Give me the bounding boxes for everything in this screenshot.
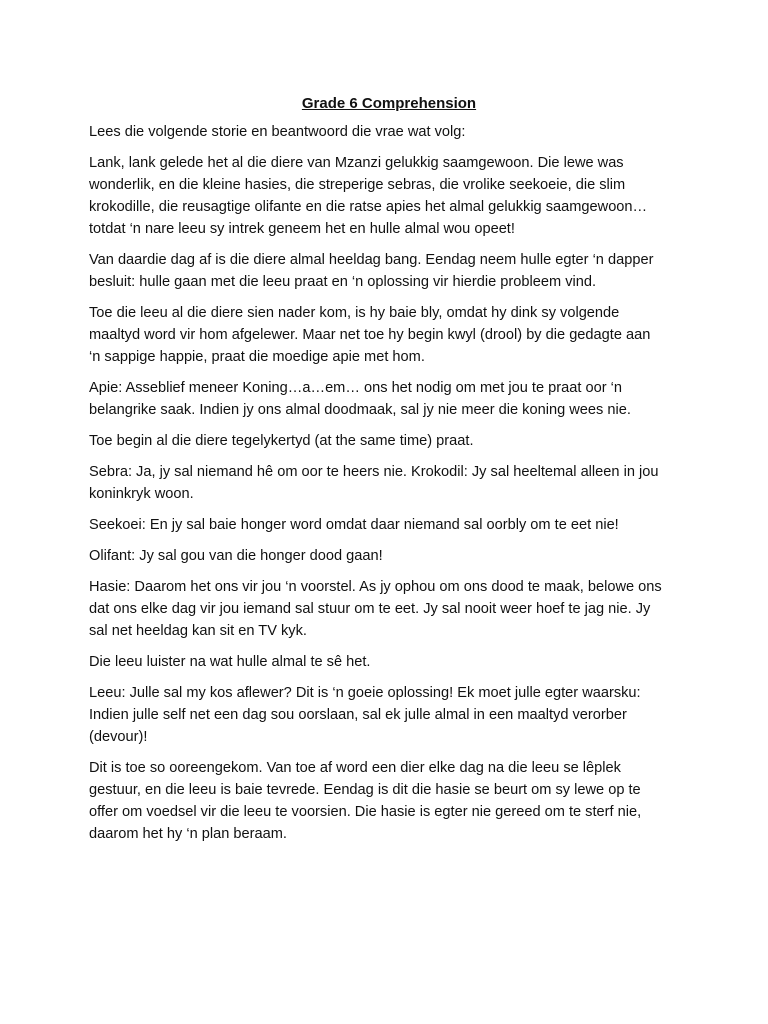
paragraph-line: offer om voedsel vir die leeu te voorsien. Die hasie is egter nie gereed om te sterf nie, [89,804,642,820]
paragraph [89,377,689,421]
paragraph-line: krokodille, die reusagtige olifante en die ratse apies het almal gelukkig saamgewoon… [89,199,648,215]
paragraph-line: Toe die leeu al die diere sien nader kom, is hy baie bly, omdat hy dink sy volgende [89,305,620,321]
paragraph-line: Lank, lank gelede het al die diere van Mzanzi gelukkig saamgewoon. Die lewe was [89,155,624,171]
paragraph-line: koninkryk woon. [89,486,194,502]
paragraph [89,682,689,748]
paragraph [89,576,689,642]
paragraph [89,302,689,368]
paragraph-line: dat ons elke dag vir jou iemand sal stuur om te eet. Jy sal nooit weer hoef te jag nie. Jy [89,601,651,617]
paragraph-line: Seekoei: En jy sal baie honger word omdat daar niemand sal oorbly om te eet nie! [89,517,619,533]
paragraph-line: belangrike saak. Indien jy ons almal doodmaak, sal jy nie meer die koning wees nie. [89,402,631,418]
paragraph [89,152,689,240]
paragraph-line: Hasie: Daarom het ons vir jou ‘n voorstel. As jy ophou om ons dood te maak, belowe ons [89,579,662,595]
paragraph-line: Leeu: Julle sal my kos aflewer? Dit is ‘n goeie oplossing! Ek moet julle egter waarsku: [89,685,641,701]
paragraph-line: sal net heeldag kan sit en TV kyk. [89,623,307,639]
paragraph [89,121,689,143]
paragraph [89,514,689,536]
document-body [89,121,689,845]
paragraph-line: Apie: Asseblief meneer Koning…a…em… ons het nodig om met jou te praat oor ‘n [89,380,622,396]
paragraph-line: Dit is toe so ooreengekom. Van toe af word een dier elke dag na die leeu se lêplek [89,760,621,776]
paragraph-line: ‘n sappige happie, praat die moedige apie met hom. [89,349,425,365]
paragraph-line: totdat ‘n nare leeu sy intrek geneem het en hulle almal wou opeet! [89,221,515,237]
paragraph [89,430,689,452]
paragraph [89,461,689,505]
paragraph-line: Die leeu luister na wat hulle almal te sê het. [89,654,371,670]
document-page [89,94,689,854]
paragraph-line: Toe begin al die diere tegelykertyd (at the same time) praat. [89,433,474,449]
paragraph [89,249,689,293]
paragraph [89,545,689,567]
paragraph-line: Olifant: Jy sal gou van die honger dood gaan! [89,548,383,564]
document-title: Grade 6 Comprehension [301,95,477,112]
paragraph-line: wonderlik, en die kleine hasies, die streperige sebras, die vrolike seekoeie, die slim [89,177,626,193]
paragraph-line: besluit: hulle gaan met die leeu praat en ‘n oplossing vir hierdie probleem vind. [89,274,597,290]
paragraph-line: gestuur, en die leeu is baie tevrede. Eendag is dit die hasie se beurt om sy lewe op te [89,782,641,798]
paragraph-line: maaltyd word vir hom afgelewer. Maar net toe hy begin kwyl (drool) by die gedagte aan [89,327,651,343]
paragraph [89,651,689,673]
paragraph-line: Sebra: Ja, jy sal niemand hê om oor te heers nie. Krokodil: Jy sal heeltemal alleen in jou [89,464,659,480]
paragraph-line: Van daardie dag af is die diere almal heeldag bang. Eendag neem hulle egter ‘n dapper [89,252,654,268]
paragraph-line: (devour)! [89,729,148,745]
paragraph-line: Lees die volgende storie en beantwoord die vrae wat volg: [89,124,466,140]
paragraph [89,757,689,845]
paragraph-line: Indien julle self net een dag sou oorslaan, sal ek julle almal in een maaltyd verorber [89,707,627,723]
paragraph-line: daarom het hy ‘n plan beraam. [89,826,287,842]
